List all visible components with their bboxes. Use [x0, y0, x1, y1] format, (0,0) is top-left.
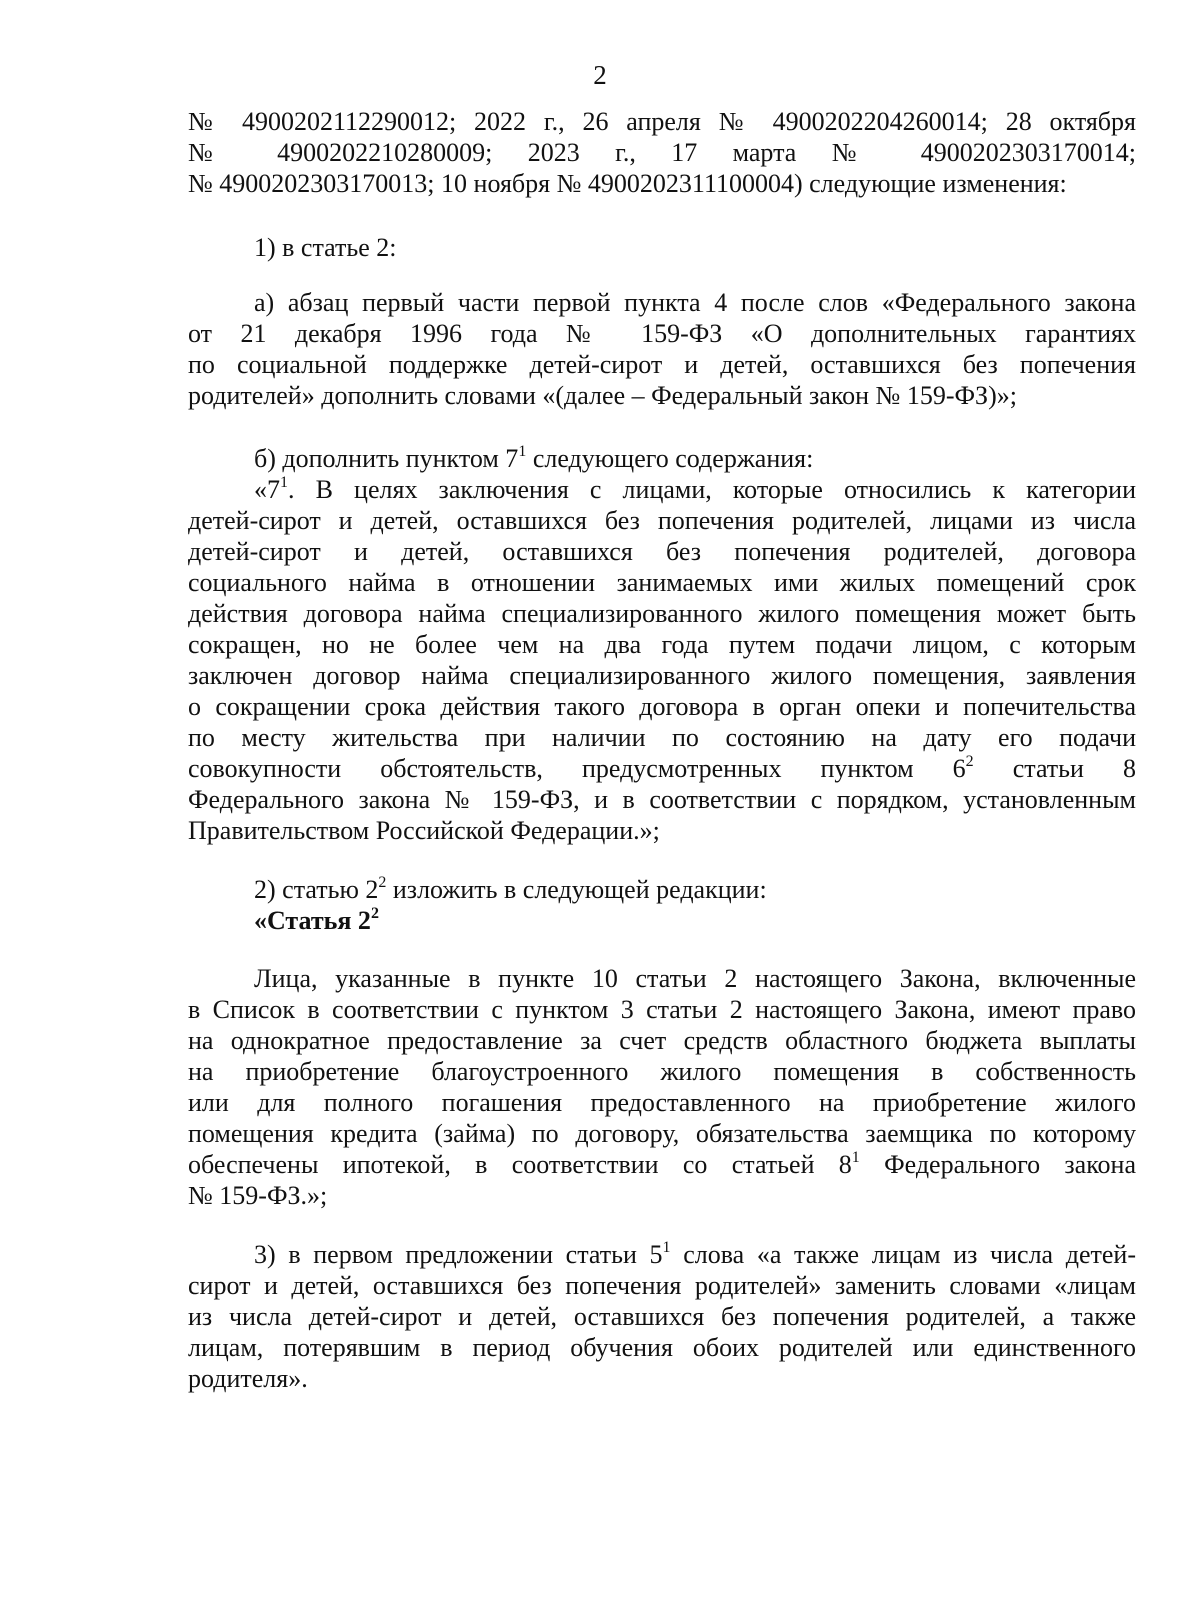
item-3-paragraph [188, 1239, 1136, 1394]
item-2-line: в Список в соответствии с пунктом 3 статьи 2 настоящего Закона, имеют право [188, 995, 1136, 1024]
item-3-line: родителя». [188, 1364, 308, 1393]
item-2-line: Лица, указанные в пункте 10 статьи 2 настоящего Закона, включенные [254, 964, 1136, 993]
item-1b-line: о сокращении срока действия такого договора в орган опеки и попечительства [188, 692, 1136, 721]
item-1b-line: детей-сирот и детей, оставшихся без попечения родителей, лицами из числа [188, 506, 1136, 535]
item-2-line: или для полного погашения предоставленного на приобретение жилого [188, 1088, 1136, 1117]
intro-line: № 4900202112290012; 2022 г., 26 апреля № 4900202204260014; 28 октября [188, 107, 1136, 136]
item-1a-paragraph [188, 287, 1136, 411]
item-1b-paragraph [188, 443, 1136, 846]
item-2-line: обеспечены ипотекой, в соответствии со статьей $8^1$ Федерального закона [188, 1149, 1136, 1179]
item-3-line: из числа детей-сирот и детей, оставшихся без попечения родителей, а также [188, 1302, 1136, 1331]
item-2-line: на приобретение благоустроенного жилого помещения в собственность [188, 1057, 1136, 1086]
item-1b-line: Федерального закона № 159-ФЗ, и в соответствии с порядком, установленным [188, 785, 1136, 814]
item-2-line: на однократное предоставление за счет средств областного бюджета выплаты [188, 1026, 1136, 1055]
item-3-line: 3) в первом предложении статьи $5^1$ слова «а также лицам из числа детей- [254, 1239, 1136, 1269]
item-2-paragraph [188, 963, 1136, 1211]
item-1b-heading: б) дополнить пунктом $7^1$ следующего содержания: [254, 443, 814, 473]
item-1b-line: по месту жительства при наличии по состоянию на дату его подачи [188, 723, 1136, 752]
intro-line: № 4900202210280009; 2023 г., 17 марта № 4900202303170014; [188, 138, 1136, 167]
item-1a-line: от 21 декабря 1996 года № 159-ФЗ «О дополнительных гарантиях [188, 319, 1136, 348]
item-1b-line: заключен договор найма специализированного жилого помещения, заявления [188, 661, 1136, 690]
item-1a-line: а) абзац первый части первой пункта 4 после слов «Федерального закона [254, 288, 1136, 317]
intro-line: № 4900202303170013; 10 ноября № 4900202311100004) следующие изменения: [188, 169, 1067, 198]
item-3-line: сирот и детей, оставшихся без попечения родителей» заменить словами «лицам [188, 1271, 1136, 1300]
item-1-heading-block [188, 232, 1136, 263]
item-1a-line: родителей» дополнить словами «(далее – Федеральный закон № 159-ФЗ)»; [188, 381, 1017, 410]
item-1b-line: действия договора найма специализированного жилого помещения может быть [188, 599, 1136, 628]
item-1b-line: детей-сирот и детей, оставшихся без попечения родителей, договора [188, 537, 1136, 566]
item-3-line: лицам, потерявшим в период обучения обоих родителей или единственного [188, 1333, 1136, 1362]
item-1b-line: Правительством Российской Федерации.»; [188, 816, 660, 845]
item-2-heading: 2) статью $2^2$ изложить в следующей редакции: [254, 874, 767, 904]
intro-paragraph [188, 106, 1136, 199]
item-1b-line: совокупности обстоятельств, предусмотренных пунктом $6^2$ статьи 8 [188, 753, 1136, 783]
item-1-heading: 1) в статье 2: [254, 233, 397, 262]
page-number: 2 [593, 60, 607, 90]
article-title: «Статья $2^2$ [254, 905, 379, 935]
item-1b-line: «$7^1$. В целях заключения с лицами, которые относились к категории [254, 474, 1136, 504]
item-2-line: помещения кредита (займа) по договору, обязательства заемщика по которому [188, 1119, 1136, 1148]
item-1b-line: сокращен, но не более чем на два года путем подачи лицом, с которым [188, 630, 1136, 659]
item-2-heading-block [188, 874, 1136, 936]
item-1a-line: по социальной поддержке детей-сирот и детей, оставшихся без попечения [188, 350, 1136, 379]
item-1b-line: социального найма в отношении занимаемых ими жилых помещений срок [188, 568, 1136, 597]
item-2-line: № 159-ФЗ.»; [188, 1181, 328, 1210]
